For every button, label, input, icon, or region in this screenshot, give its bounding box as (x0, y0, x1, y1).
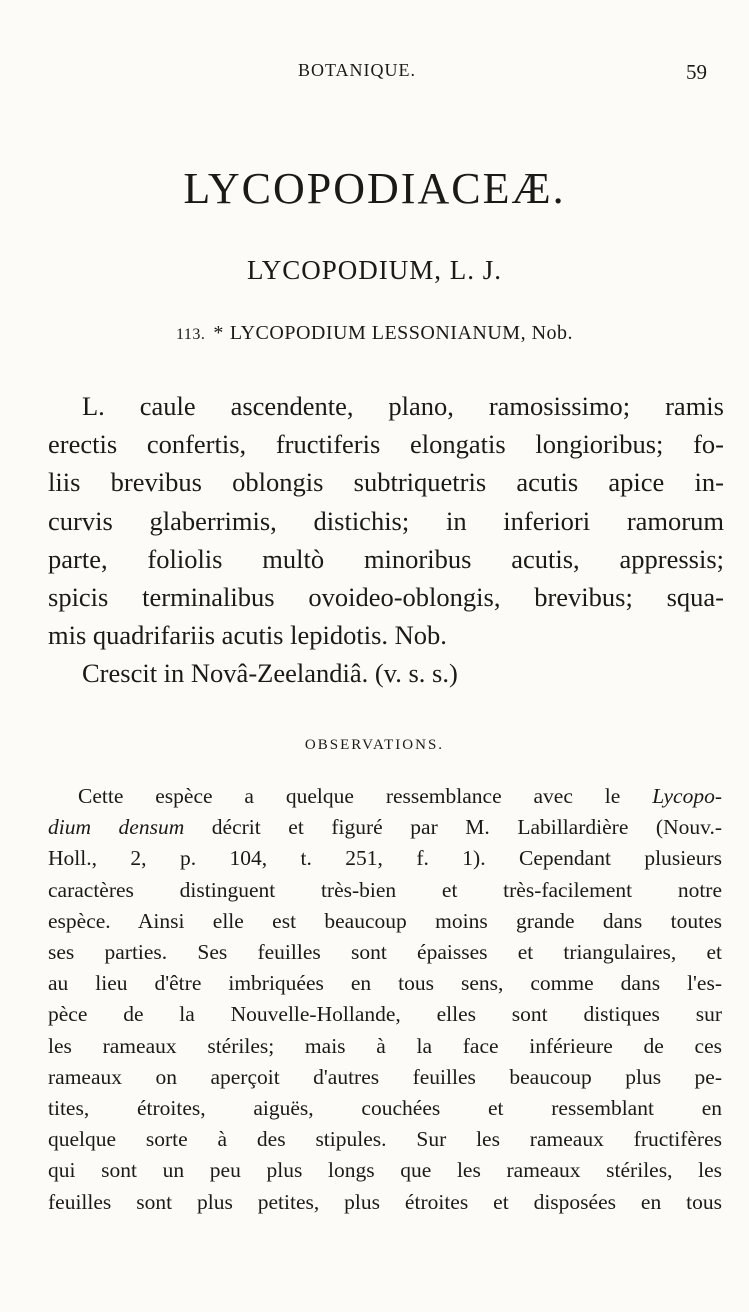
description-line: erectis confertis, fructiferis elongatis longioribus; fo- (48, 429, 724, 460)
observation-text: Cette espèce a quelque ressemblance avec le (78, 784, 653, 808)
observation-line: les rameaux stériles; mais à la face inférieure de ces (48, 1033, 722, 1058)
observation-line (48, 812, 722, 843)
observation-line: Holl., 2, p. 104, t. 251, f. 1). Cependant plusieurs (48, 846, 722, 871)
observation-line: caractères distinguent très-bien et très-facilement notre (48, 877, 722, 902)
observation-line: ses parties. Ses feuilles sont épaisses et triangulaires, et (48, 940, 722, 965)
observations-heading: OBSERVATIONS. (304, 737, 445, 753)
description-line: spicis terminalibus ovoideo-oblongis, brevibus; squa- (48, 582, 724, 613)
species-number: 113. (175, 326, 206, 343)
observation-line (48, 781, 722, 812)
observation-line: au lieu d'être imbriquées en tous sens, comme dans l'es- (48, 971, 722, 996)
genus-title: LYCOPODIUM, L. J. (246, 255, 503, 285)
observation-line: espèce. Ainsi elle est beaucoup moins grande dans toutes (48, 908, 722, 933)
description-line: liis brevibus oblongis subtriquetris acutis apice in- (48, 467, 724, 498)
observation-line: tites, étroites, aiguës, couchées et ressemblant en (48, 1096, 722, 1121)
species-name: LYCOPODIUM LESSONIANUM, Nob. (229, 322, 574, 344)
new-species-mark: * (213, 322, 224, 344)
description-line: parte, foliolis multò minoribus acutis, appressis; (48, 543, 724, 574)
observations-text (48, 781, 722, 1218)
running-header (0, 60, 749, 88)
observation-line: pèce de la Nouvelle-Hollande, elles sont distiques sur (48, 1002, 722, 1027)
description-line: mis quadrifariis acutis lepidotis. Nob. (48, 620, 447, 651)
latin-description (48, 387, 724, 693)
taxon-name-italic: Lycopo- (652, 784, 722, 808)
observation-line: feuilles sont plus petites, plus étroites et disposées en tous (48, 1189, 722, 1214)
habitat-line: Crescit in Novâ-Zeelandiâ. (v. s. s.) (82, 658, 458, 689)
description-line: L. caule ascendente, plano, ramosissimo; ramis (82, 391, 724, 421)
observation-line: quelque sorte à des stipules. Sur les rameaux fructifères (48, 1127, 722, 1152)
species-heading (0, 322, 749, 345)
page-number: 59 (686, 60, 707, 84)
observation-line: rameaux on aperçoit d'autres feuilles beaucoup plus pe- (48, 1064, 722, 1089)
observation-text: décrit et figuré par M. Labillardière (Nouv.- (184, 815, 722, 840)
running-title: BOTANIQUE. (298, 60, 417, 80)
taxon-name-italic: dium densum (48, 815, 185, 840)
description-line: curvis glaberrimis, distichis; in inferiori ramorum (48, 505, 724, 536)
family-title: LYCOPODIACEÆ. (183, 164, 566, 213)
observation-line: qui sont un peu plus longs que les rameaux stériles, les (48, 1158, 722, 1183)
